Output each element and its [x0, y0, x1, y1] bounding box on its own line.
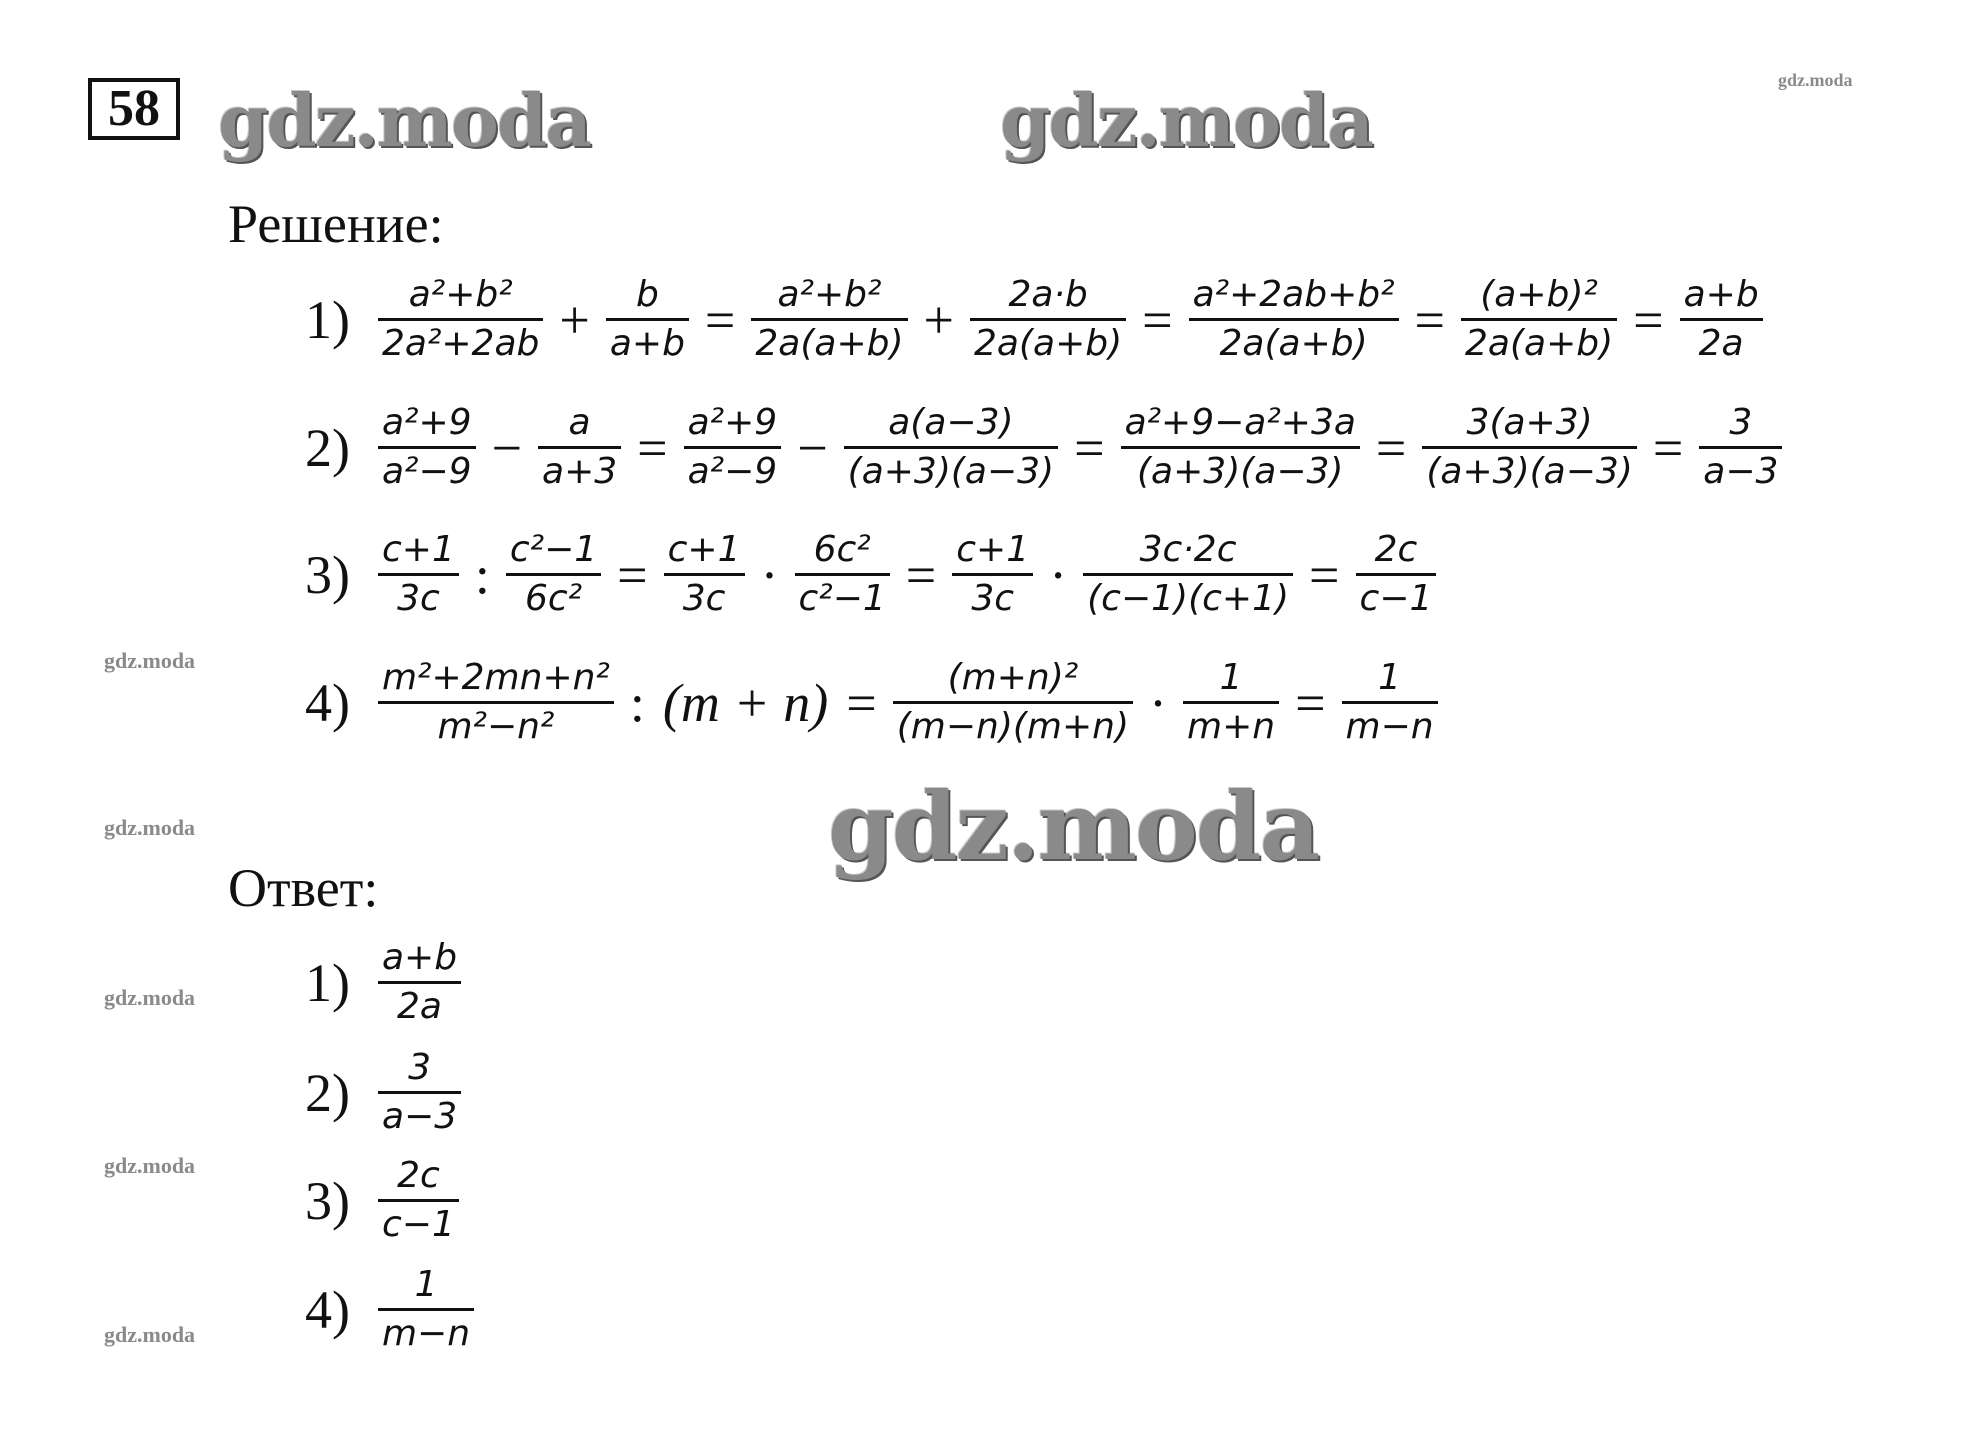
numerator: 2c — [397, 1155, 440, 1196]
watermark: gdz.moda — [104, 648, 196, 673]
denominator: (m−n)(m+n) — [896, 706, 1130, 747]
numerator: a(a−3) — [888, 402, 1014, 443]
item-label: 4) — [305, 672, 350, 733]
numerator: c+1 — [667, 529, 741, 570]
watermark: gdz.moda — [104, 815, 196, 840]
numerator: 1 — [1378, 657, 1402, 698]
numerator: b — [635, 274, 659, 315]
numerator: 3(a+3) — [1466, 402, 1593, 443]
denominator: (c−1)(c+1) — [1087, 578, 1290, 619]
watermark: gdz.moda — [104, 985, 196, 1010]
denominator: m²−n² — [437, 706, 555, 747]
fraction — [1342, 655, 1438, 750]
denominator: (a+3)(a−3) — [1137, 451, 1344, 492]
denominator: 3c — [397, 578, 440, 619]
fraction — [1189, 272, 1399, 367]
fraction — [970, 272, 1126, 367]
denominator: 2a(a+b) — [1219, 323, 1368, 364]
fraction — [606, 272, 689, 367]
numerator: a²+9 — [687, 402, 778, 443]
numerator: 2c — [1374, 529, 1418, 570]
operator: : — [629, 672, 645, 733]
operator: = — [1142, 289, 1173, 350]
numerator: a²+9 — [381, 402, 472, 443]
denominator: 6c² — [524, 578, 583, 619]
denominator: a+b — [609, 323, 685, 364]
operator: · — [1149, 672, 1168, 733]
denominator: m−n — [1345, 706, 1434, 747]
item-label: 1) — [305, 952, 350, 1013]
denominator: m−n — [381, 1313, 471, 1354]
numerator: 3 — [408, 1047, 431, 1088]
watermark: gdz.moda — [218, 78, 590, 163]
numerator: c+1 — [956, 529, 1030, 570]
answer-heading: Ответ: — [228, 858, 379, 918]
operator: + — [559, 289, 590, 350]
item-label: 2) — [305, 417, 350, 478]
operator: = — [1652, 417, 1684, 478]
numerator: a²+b² — [777, 274, 882, 315]
fraction — [506, 527, 601, 622]
denominator: a−3 — [1703, 451, 1779, 492]
fraction — [378, 1153, 459, 1248]
operator: = — [846, 672, 877, 733]
numerator: 3c·2c — [1139, 529, 1237, 570]
fraction — [664, 527, 745, 622]
numerator: a+b — [381, 937, 458, 978]
fraction — [1183, 655, 1279, 750]
fraction — [1680, 272, 1763, 367]
operator: = — [637, 417, 668, 478]
denominator: (a+3)(a−3) — [847, 451, 1055, 492]
fraction — [1422, 400, 1636, 495]
numerator: c²−1 — [509, 529, 598, 570]
denominator: 3c — [971, 578, 1015, 619]
fraction — [1083, 527, 1293, 622]
numerator: c+1 — [381, 529, 455, 570]
expression: (m + n) — [662, 672, 829, 733]
fraction — [378, 527, 459, 622]
item-label: 3) — [305, 544, 350, 605]
numerator: a²+b² — [408, 274, 513, 315]
operator: · — [760, 544, 779, 605]
denominator: c−1 — [381, 1204, 455, 1245]
operator: = — [1295, 672, 1326, 733]
operator: = — [1309, 544, 1340, 605]
denominator: 2a — [397, 986, 442, 1027]
fraction — [538, 400, 621, 495]
item-label: 2) — [305, 1062, 350, 1123]
denominator: (a+3)(a−3) — [1426, 451, 1633, 492]
answer-line-2 — [305, 1045, 467, 1140]
fraction — [751, 272, 907, 367]
operator: = — [704, 289, 736, 350]
numerator: a — [568, 402, 591, 443]
problem-number: 58 — [88, 78, 180, 140]
operator: · — [1049, 544, 1068, 605]
numerator: 2a·b — [1008, 274, 1088, 315]
denominator: a+3 — [542, 451, 618, 492]
numerator: a²+9−a²+3a — [1124, 402, 1356, 443]
operator: = — [617, 544, 648, 605]
solution-heading: Решение: — [228, 194, 444, 254]
item-label: 1) — [305, 289, 350, 350]
fraction — [378, 272, 543, 367]
fraction — [952, 527, 1033, 622]
fraction — [1699, 400, 1782, 495]
denominator: a²−9 — [381, 451, 472, 492]
solution-line-2 — [305, 400, 1788, 495]
denominator: m+n — [1187, 706, 1276, 747]
numerator: m²+2mn+n² — [381, 657, 610, 698]
numerator: 1 — [1219, 657, 1243, 698]
operator: + — [923, 289, 954, 350]
operator: − — [797, 417, 828, 478]
numerator: 3 — [1729, 402, 1753, 443]
operator: : — [474, 544, 490, 605]
fraction — [795, 527, 890, 622]
numerator: a+b — [1683, 274, 1759, 315]
fraction — [378, 655, 614, 750]
operator: = — [905, 544, 937, 605]
solution-line-1 — [305, 272, 1769, 367]
denominator: c²−1 — [798, 578, 886, 619]
solution-line-4 — [305, 655, 1444, 750]
answer-line-4 — [305, 1262, 480, 1357]
fraction — [378, 935, 461, 1030]
watermark: gdz.moda — [1000, 78, 1372, 163]
denominator: 2a(a+b) — [1465, 323, 1614, 364]
denominator: c−1 — [1359, 578, 1433, 619]
fraction — [1356, 527, 1437, 622]
operator: = — [1414, 289, 1445, 350]
fraction — [378, 400, 476, 495]
denominator: 3c — [682, 578, 726, 619]
watermark: gdz.moda — [828, 772, 1319, 882]
denominator: a²−9 — [687, 451, 778, 492]
answer-line-1 — [305, 935, 467, 1030]
fraction — [684, 400, 782, 495]
watermark: gdz.moda — [1778, 70, 1853, 90]
fraction — [378, 1262, 474, 1357]
item-label: 3) — [305, 1170, 350, 1231]
numerator: 6c² — [813, 529, 871, 570]
fraction — [1461, 272, 1617, 367]
watermark: gdz.moda — [104, 1322, 196, 1347]
operator: = — [1375, 417, 1407, 478]
operator: − — [491, 417, 523, 478]
solution-line-3 — [305, 527, 1442, 622]
watermark: gdz.moda — [104, 1153, 196, 1178]
answer-line-3 — [305, 1153, 465, 1248]
denominator: 2a — [1698, 323, 1744, 364]
operator: = — [1074, 417, 1105, 478]
item-label: 4) — [305, 1279, 350, 1340]
numerator: a²+2ab+b² — [1192, 274, 1395, 315]
numerator: (a+b)² — [1480, 274, 1598, 315]
operator: = — [1633, 289, 1664, 350]
fraction — [893, 655, 1133, 750]
numerator: 1 — [414, 1264, 438, 1305]
denominator: 2a²+2ab — [381, 323, 540, 364]
denominator: 2a(a+b) — [974, 323, 1123, 364]
fraction — [844, 400, 1058, 495]
denominator: a−3 — [381, 1096, 458, 1137]
numerator: (m+n)² — [947, 657, 1079, 698]
fraction — [378, 1045, 461, 1140]
fraction — [1121, 400, 1360, 495]
denominator: 2a(a+b) — [755, 323, 904, 364]
